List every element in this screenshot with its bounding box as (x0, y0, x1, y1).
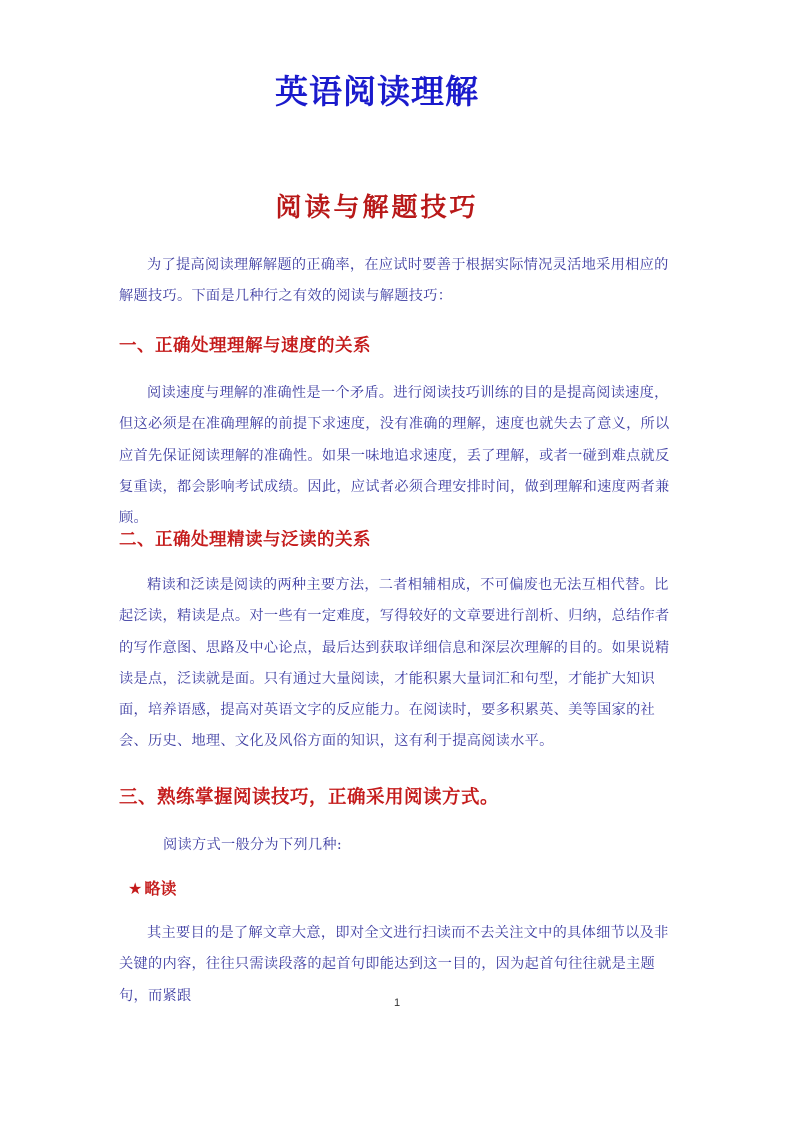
section-3-intro: 阅读方式一般分为下列几种: (163, 837, 342, 853)
document-subtitle: 阅读与解题技巧 (275, 193, 479, 223)
section-2-body: 精读和泛读是阅读的两种主要方法，二者相辅相成，不可偏废也无法互相代替。比起泛读，精读是点。对一些有一定难度，写得较好的文章要进行剖析、归纳，总结作者的写作意图、思路及中心论点，最后达到获取详细信息和深层次理解的目的。如果说精读是点，泛读就是面。只有通过大量阅读，才能积累大量词汇和句型，才能扩大知识面，培养语感，提高对英语文字的反应能力。在阅读时，要多积累英、美等国家的社会、历史、地理、文化及风俗方面的知识，这有利于提高阅读水平。 (119, 577, 670, 750)
section-3-subheading (128, 876, 176, 899)
intro-paragraph: 为了提高阅读理解解题的正确率，在应试时要善于根据实际情况灵活地采用相应的解题技巧。下面是几种行之有效的阅读与解题技巧： (119, 257, 669, 305)
section-1-body: 阅读速度与理解的准确性是一个矛盾。进行阅读技巧训练的目的是提高阅读速度，但这必须是在准确理解的前提下求速度，没有准确的理解，速度也就失去了意义，所以应首先保证阅读理解的准确性。如果一味地追求速度，丢了理解，或者一碰到难点就反复重读，都会影响考试成绩。因此，应试者必须合理安排时间，做到理解和速度两者兼顾。 (119, 385, 670, 527)
section-1-heading: 一、正确处理理解与速度的关系 (119, 336, 371, 356)
document-title: 英语阅读理解 (275, 72, 479, 111)
star-icon: ★ (128, 879, 143, 898)
section-3-body: 其主要目的是了解文章大意，即对全文进行扫读而不去关注文中的具体细节以及非关键的内容，往往只需读段落的起首句即能达到这一目的，因为起首句往往就是主题句，而紧跟 (119, 925, 669, 1004)
section-2-heading: 二、正确处理精读与泛读的关系 (119, 530, 371, 550)
section-3-heading: 三、熟练掌握阅读技巧，正确采用阅读方式。 (119, 787, 500, 808)
page-number: 1 (393, 997, 401, 1009)
subheading-label: 略读 (144, 879, 177, 898)
